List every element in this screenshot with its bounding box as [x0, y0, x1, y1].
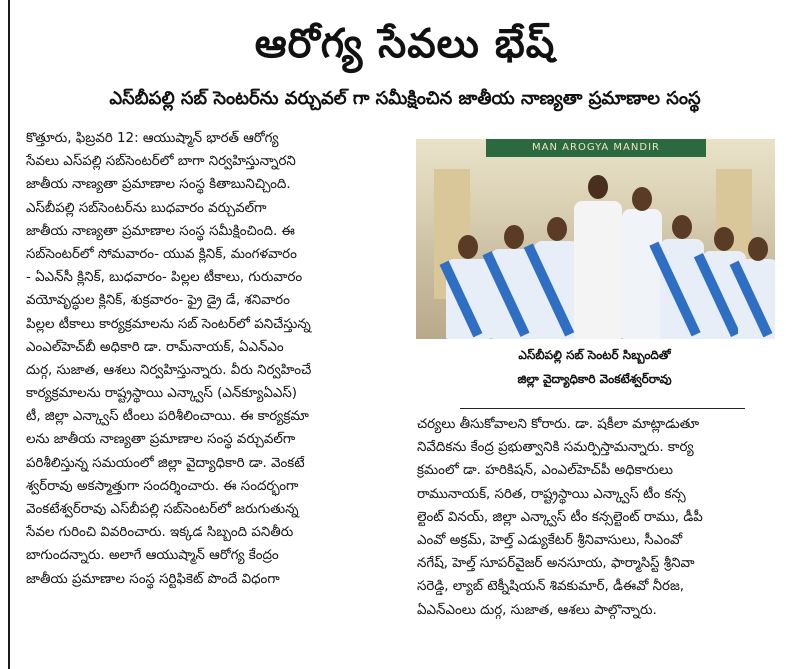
article-line: దుర్గ, సుజాత, ఆశలు నిర్వహిస్తున్నారు. వీరు నిర్వహించే [26, 362, 312, 378]
photo-person-head [748, 237, 768, 261]
article-line: రామునాయక్, సరిత, రాష్ట్రస్థాయి ఎన్క్వాస్ టీం కన్స [417, 486, 686, 502]
article-line: ఏఎన్ఎంలు దుర్గ, సుజాత, ఆశలు పాల్గొన్నారు. [417, 602, 657, 618]
article-line: సేవల గురించి వివరించారు. ఇక్కడ సిబ్బంది పనితీరు [26, 525, 294, 541]
photo-person [622, 209, 662, 339]
article-line: సేవలు ఎస్‌పల్లి సబ్‌సెంటర్‌లో బాగా నిర్వహిస్తున్నారని [26, 154, 296, 170]
photo-sign: MAN AROGYA MANDIR [486, 139, 706, 157]
article-line: ఎంవో అక్రమ్, హెల్త్ ఎడ్యుకేటర్ శ్రీనివాసులు, సీఎంవో [417, 532, 683, 548]
page-left-border [8, 0, 10, 669]
article-line: నివేదికను కేంద్ర ప్రభుత్వానికి సమర్పిస్తామన్నారు. కార్య [417, 440, 694, 456]
article-line: సబ్‌సెంటర్‌లో సోమవారం- యువ క్లినిక్, మంగళవారం [26, 246, 297, 262]
article-line: జాతీయ ప్రమాణాల సంస్థ సర్టిఫికెట్ పొందే విధంగా [26, 571, 280, 587]
photo-person-head [632, 187, 652, 211]
caption-divider [460, 408, 745, 409]
photo-person [491, 249, 536, 339]
article-line: - ఏఎన్‌సీ క్లినిక్, బుధవారం- పిల్లల టీకాలు, గురువారం [26, 270, 303, 286]
photo-person [534, 241, 579, 339]
article-line: ఎంఎల్‌హెచ్‌బీ అధికారి డా. రామ్‌నాయక్, ఏఎన్‌ఎం [26, 339, 284, 355]
photo-caption-line: జిల్లా వైద్యాధికారి వెంకటేశ్వర్‌రావు [517, 372, 672, 386]
news-photo [416, 139, 775, 339]
photo-officer-head [588, 175, 608, 199]
photo-caption-line: ఎస్‌బీపల్లి సబ్ సెంటర్ సిబ్బందితో [518, 348, 671, 362]
subheadline: ఎస్‌బీపల్లి సబ్ సెంటర్‌ను వర్చువల్ గా సమీక్షించిన జాతీయ నాణ్యతా ప్రమాణాల సంస్థ [109, 88, 701, 109]
article-line: ఎస్‌బీపల్లి సబ్‌సెంటర్‌ను బుధవారం వర్చువల్‌గా [26, 200, 267, 216]
photo-person-head [672, 215, 692, 239]
article-line: చర్యలు తీసుకోవాలని కోరారు. డా. షకీలా మాట్లాడుతూ [417, 417, 700, 432]
article-line: కొత్తూరు, ఫిబ్రవరి 12: ఆయుష్మాన్ భారత్ ఆరోగ్య [26, 131, 279, 146]
photo-person-head [714, 227, 734, 251]
photo-person-head [504, 225, 524, 249]
article-line: సరెడ్డి, ల్యాబ్ టెక్నీషియన్ శివకుమార్, డీఈవో నీరజ, [417, 579, 685, 595]
article-line: శ్వర్‌రావు అకస్మాత్తుగా సందర్శించారు. ఈ సందర్భంగా [26, 478, 299, 494]
article-right-column [417, 413, 778, 622]
headline: ఆరోగ్య సేవలు భేష్ [254, 21, 556, 67]
photo-person [660, 239, 704, 339]
article-line: కార్యక్రమాలను రాష్ట్రస్థాయి ఎన్క్వాస్ (ఎన్‌క్యూఏఎస్) [26, 386, 298, 402]
article-line: వెంకటేశ్వర్‌రావు ఎస్‌బీపల్లి సబ్‌సెంటర్‌లో జరుగుతున్న [26, 502, 299, 517]
article-line: పిల్లల టీకాలు కార్యక్రమాలను సబ్ సెంటర్‌లో పనిచేస్తున్న [26, 316, 311, 332]
article-line: క్రమంలో డా. హరికిషన్, ఎంఎల్‌హెచ్‌పీ అధికారులు [417, 463, 673, 479]
article-line: బాగుందన్నారు. అలాగే ఆయుష్మాన్ ఆరోగ్య కేంద్రం [26, 548, 279, 564]
article-left-column [26, 127, 410, 591]
photo-officer [574, 201, 622, 339]
article-line: జాతీయ నాణ్యతా ప్రమాణాల సంస్థ కితాబునిచ్చింది. [26, 177, 291, 193]
article-line: వయోవృద్ధుల క్లినిక్, శుక్రవారం- ఫ్రై డ్రై డే, శనివారం [26, 293, 290, 309]
photo-person-head [547, 217, 567, 241]
article-line: టీ, జిల్లా ఎన్క్వాస్ టీంలు పరిశీలించాయి. ఈ కార్యక్రమా [26, 409, 309, 425]
article-line: జాతీయ నాణ్యతా ప్రమాణాల సంస్థ సమీక్షించింది. ఈ [26, 223, 295, 239]
article-line: నగేష్, హెల్త్ సూపర్‌వైజర్ అనసూయ, ఫార్మాసిస్ట్ శ్రీనివా [417, 556, 695, 572]
photo-person-head [458, 235, 478, 259]
article-line: ల్టెంట్ వినయ్, జిల్లా ఎన్క్వాస్ టీం కన్సల్టెంట్ రాము, డీపీ [417, 509, 703, 525]
photo-caption [492, 343, 697, 395]
article-line: పరిశీలిస్తున్న సమయంలో జిల్లా వైద్యాధికారి డా. వెంకటే [26, 455, 305, 471]
article-line: లను జాతీయ నాణ్యతా ప్రమాణాల సంస్థ వర్చువల్‌గా [26, 432, 296, 448]
